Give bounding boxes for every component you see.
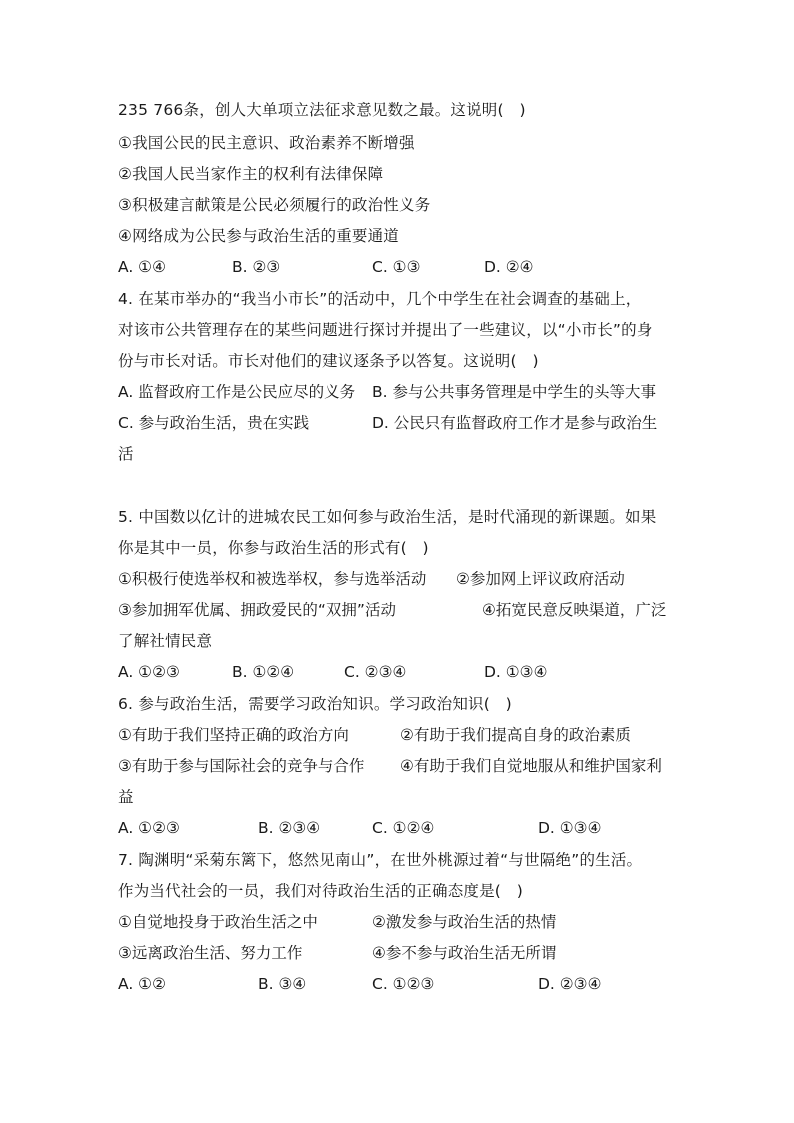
q4-option-c: C. 参与政治生活，贵在实践 xyxy=(118,414,310,432)
q4-option-b: B. 参与公共事务管理是中学生的头等大事 xyxy=(372,383,656,401)
q5-item-1: ①积极行使选举权和被选举权，参与选举活动 xyxy=(118,570,427,588)
q5-item-3: ③参加拥军优属、拥政爱民的“双拥”活动 xyxy=(118,601,396,619)
q6-option-d: D. ①③④ xyxy=(538,819,602,837)
q4-option-a: A. 监督政府工作是公民应尽的义务 xyxy=(118,383,356,401)
q6-option-a: A. ①②③ xyxy=(118,819,180,837)
q6-item-2: ②有助于我们提高自身的政治素质 xyxy=(400,726,631,744)
q5-stem-line-2: 你是其中一员，你参与政治生活的形式有( ) xyxy=(118,539,429,557)
q5-option-b: B. ①②④ xyxy=(232,663,295,681)
q4-option-d: D. 公民只有监督政府工作才是参与政治生 xyxy=(372,414,658,432)
q3-option-a: A. ①④ xyxy=(118,258,166,276)
q7-item-3: ③远离政治生活、努力工作 xyxy=(118,944,303,962)
q4-stem-line-3: 份与市长对话。市长对他们的建议逐条予以答复。这说明( ) xyxy=(118,352,539,370)
q3-item-4: ④网络成为公民参与政治生活的重要通道 xyxy=(118,227,399,245)
q5-item-4-wrap: 了解社情民意 xyxy=(118,632,213,650)
q5-option-a: A. ①②③ xyxy=(118,663,180,681)
q7-stem-line-1: 7. 陶渊明“采菊东篱下，悠然见南山”，在世外桃源过着“与世隔绝”的生活。 xyxy=(118,851,643,869)
q7-option-b: B. ③④ xyxy=(258,975,307,993)
q5-stem-line-1: 5. 中国数以亿计的进城农民工如何参与政治生活，是时代涌现的新课题。如果 xyxy=(118,508,657,526)
q6-stem: 6. 参与政治生活，需要学习政治知识。学习政治知识( ) xyxy=(118,695,512,713)
q3-option-b: B. ②③ xyxy=(232,258,281,276)
q6-option-c: C. ①②④ xyxy=(372,819,435,837)
q3-item-1: ①我国公民的民主意识、政治素养不断增强 xyxy=(118,134,415,152)
q3-item-2: ②我国人民当家作主的权利有法律保障 xyxy=(118,165,384,183)
q6-option-b: B. ②③④ xyxy=(258,819,321,837)
q3-option-d: D. ②④ xyxy=(484,258,534,276)
q4-stem-line-1: 4. 在某市举办的“我当小市长”的活动中，几个中学生在社会调查的基础上， xyxy=(118,290,642,308)
q7-item-1: ①自觉地投身于政治生活之中 xyxy=(118,913,318,931)
q7-option-c: C. ①②③ xyxy=(372,975,435,993)
q4-stem-line-2: 对该市公共管理存在的某些问题进行探讨并提出了一些建议，以“小市长”的身 xyxy=(118,321,653,339)
q6-item-3: ③有助于参与国际社会的竞争与合作 xyxy=(118,757,365,775)
q7-stem-line-2: 作为当代社会的一员，我们对待政治生活的正确态度是( ) xyxy=(118,882,523,900)
q5-item-2: ②参加网上评议政府活动 xyxy=(456,570,625,588)
q6-item-1: ①有助于我们坚持正确的政治方向 xyxy=(118,726,349,744)
q4-option-d-wrap: 活 xyxy=(118,445,134,463)
q5-option-c: C. ②③④ xyxy=(344,663,407,681)
q7-option-d: D. ②③④ xyxy=(538,975,602,993)
q5-option-d: D. ①③④ xyxy=(484,663,548,681)
q6-item-4: ④有助于我们自觉地服从和维护国家利 xyxy=(400,757,662,775)
q5-item-4: ④拓宽民意反映渠道，广泛 xyxy=(482,601,667,619)
q3-stem: 235 766条，创人大单项立法征求意见数之最。这说明( ) xyxy=(118,101,526,119)
q7-item-2: ②激发参与政治生活的热情 xyxy=(372,913,557,931)
q7-option-a: A. ①② xyxy=(118,975,166,993)
q3-option-c: C. ①③ xyxy=(372,258,421,276)
q6-item-4-wrap: 益 xyxy=(118,788,134,806)
q3-item-3: ③积极建言献策是公民必须履行的政治性义务 xyxy=(118,196,431,214)
q7-item-4: ④参不参与政治生活无所谓 xyxy=(372,944,557,962)
